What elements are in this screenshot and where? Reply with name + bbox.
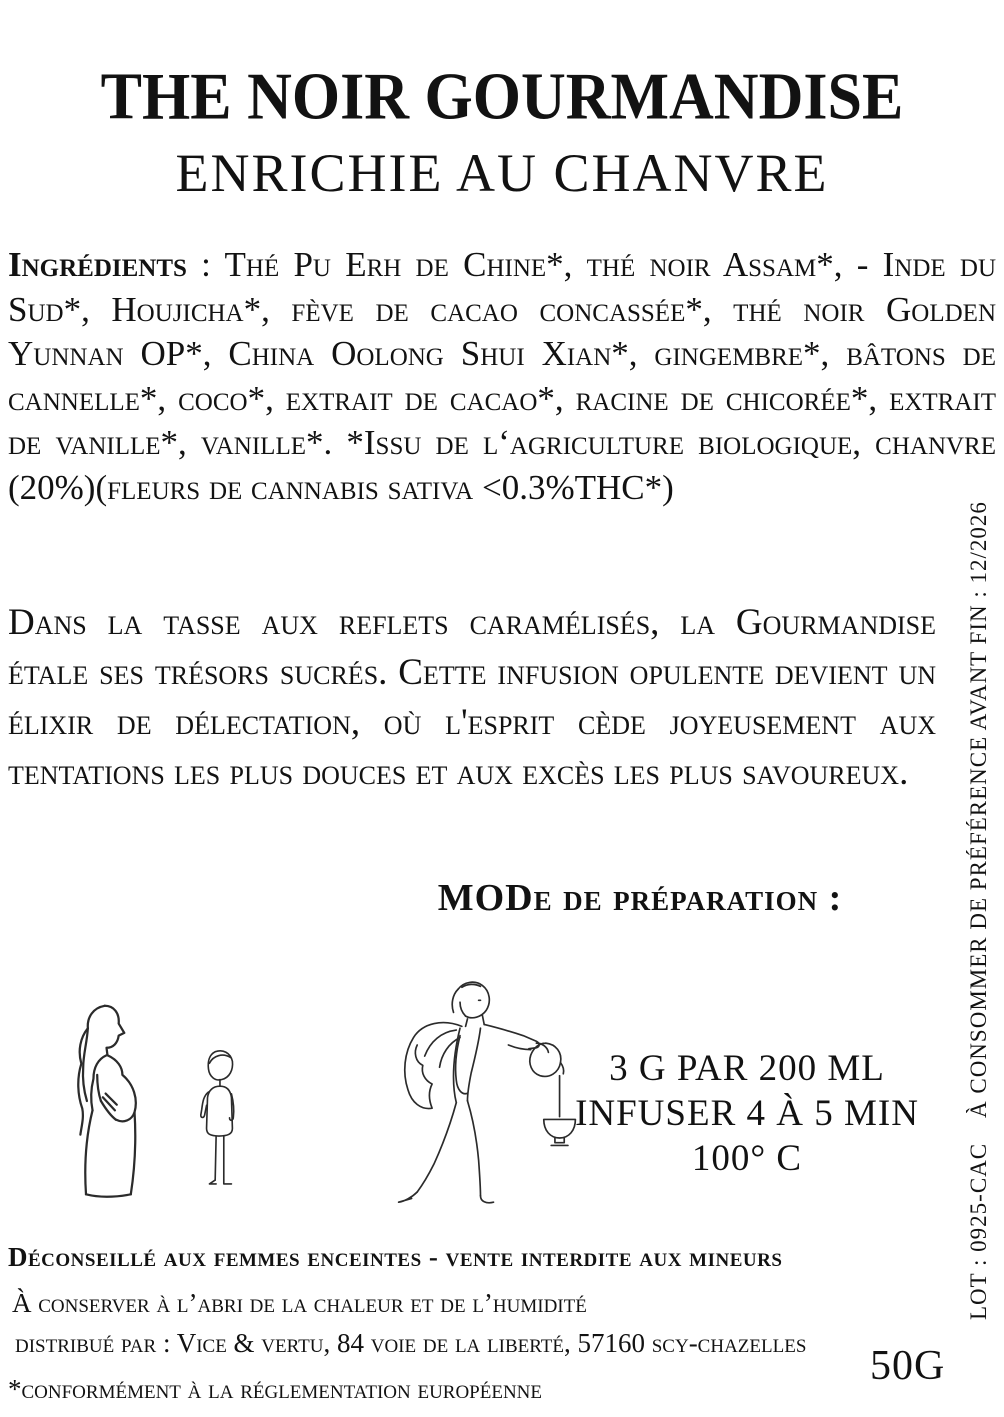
ingredients-body: Thé Pu Erh de Chine*, thé noir Assam*, - Inde du Sud*, Houjicha*, fève de cacao concassée*, thé noir Golden Yunnan OP*, China Oolong Shui Xian*, gingembre*, bâtons de cannelle*, coco*, extrait de cacao*, racine de chicorée*, extrait de vanille*, vanille*. *Issu de l‘agriculture biologique, chanvre (20%)(fleurs de cannabis sativa <0.3%THC*) bbox=[8, 245, 996, 507]
preparation-heading: MODe de préparation : bbox=[437, 877, 843, 919]
temperature-line: 100° C bbox=[691, 1138, 803, 1179]
lot-number-vertical: LOT : 0925-CAC bbox=[966, 1142, 991, 1320]
pregnancy-warning: Déconseillé aux femmes enceintes - vente interdite aux mineurs bbox=[8, 1242, 783, 1272]
distributor-line: distribué par : Vice & vertu, 84 voie de la liberté, 57160 scy-chazelles bbox=[15, 1328, 807, 1358]
storage-instruction: À conserver à l’abri de la chaleur et de l’humidité bbox=[12, 1288, 587, 1318]
preparation-instructions bbox=[552, 1046, 942, 1181]
child-icon bbox=[190, 1046, 248, 1204]
net-weight: 50G bbox=[870, 1343, 946, 1389]
description-paragraph: Dans la tasse aux reflets caramélisés, la Gourmandise étale ses trésors sucrés. Cette infusion opulente devient un élixir de délectation, où l'esprit cède joyeusement aux tentations les plus douces et aux excès les plus savoureux. bbox=[8, 602, 936, 793]
regulation-note: *conformément à la réglementation européenne bbox=[8, 1374, 543, 1404]
title-line-2: ENRICHIE AU CHANVRE bbox=[175, 143, 829, 203]
dosage-line: 3 G PAR 200 ML bbox=[609, 1048, 885, 1089]
infusion-time-line: INFUSER 4 À 5 MIN bbox=[575, 1093, 919, 1134]
ingredients-separator: : bbox=[186, 245, 225, 284]
best-before-vertical: À CONSOMMER DE PRÉFÉRENCE AVANT FIN : 12/2026 bbox=[966, 501, 991, 1118]
ingredients-paragraph bbox=[8, 243, 996, 510]
pregnant-woman-icon bbox=[58, 998, 142, 1204]
ingredients-heading: Ingrédients bbox=[8, 245, 187, 284]
title-line-1: THE NOIR GOURMANDISE bbox=[100, 60, 904, 134]
